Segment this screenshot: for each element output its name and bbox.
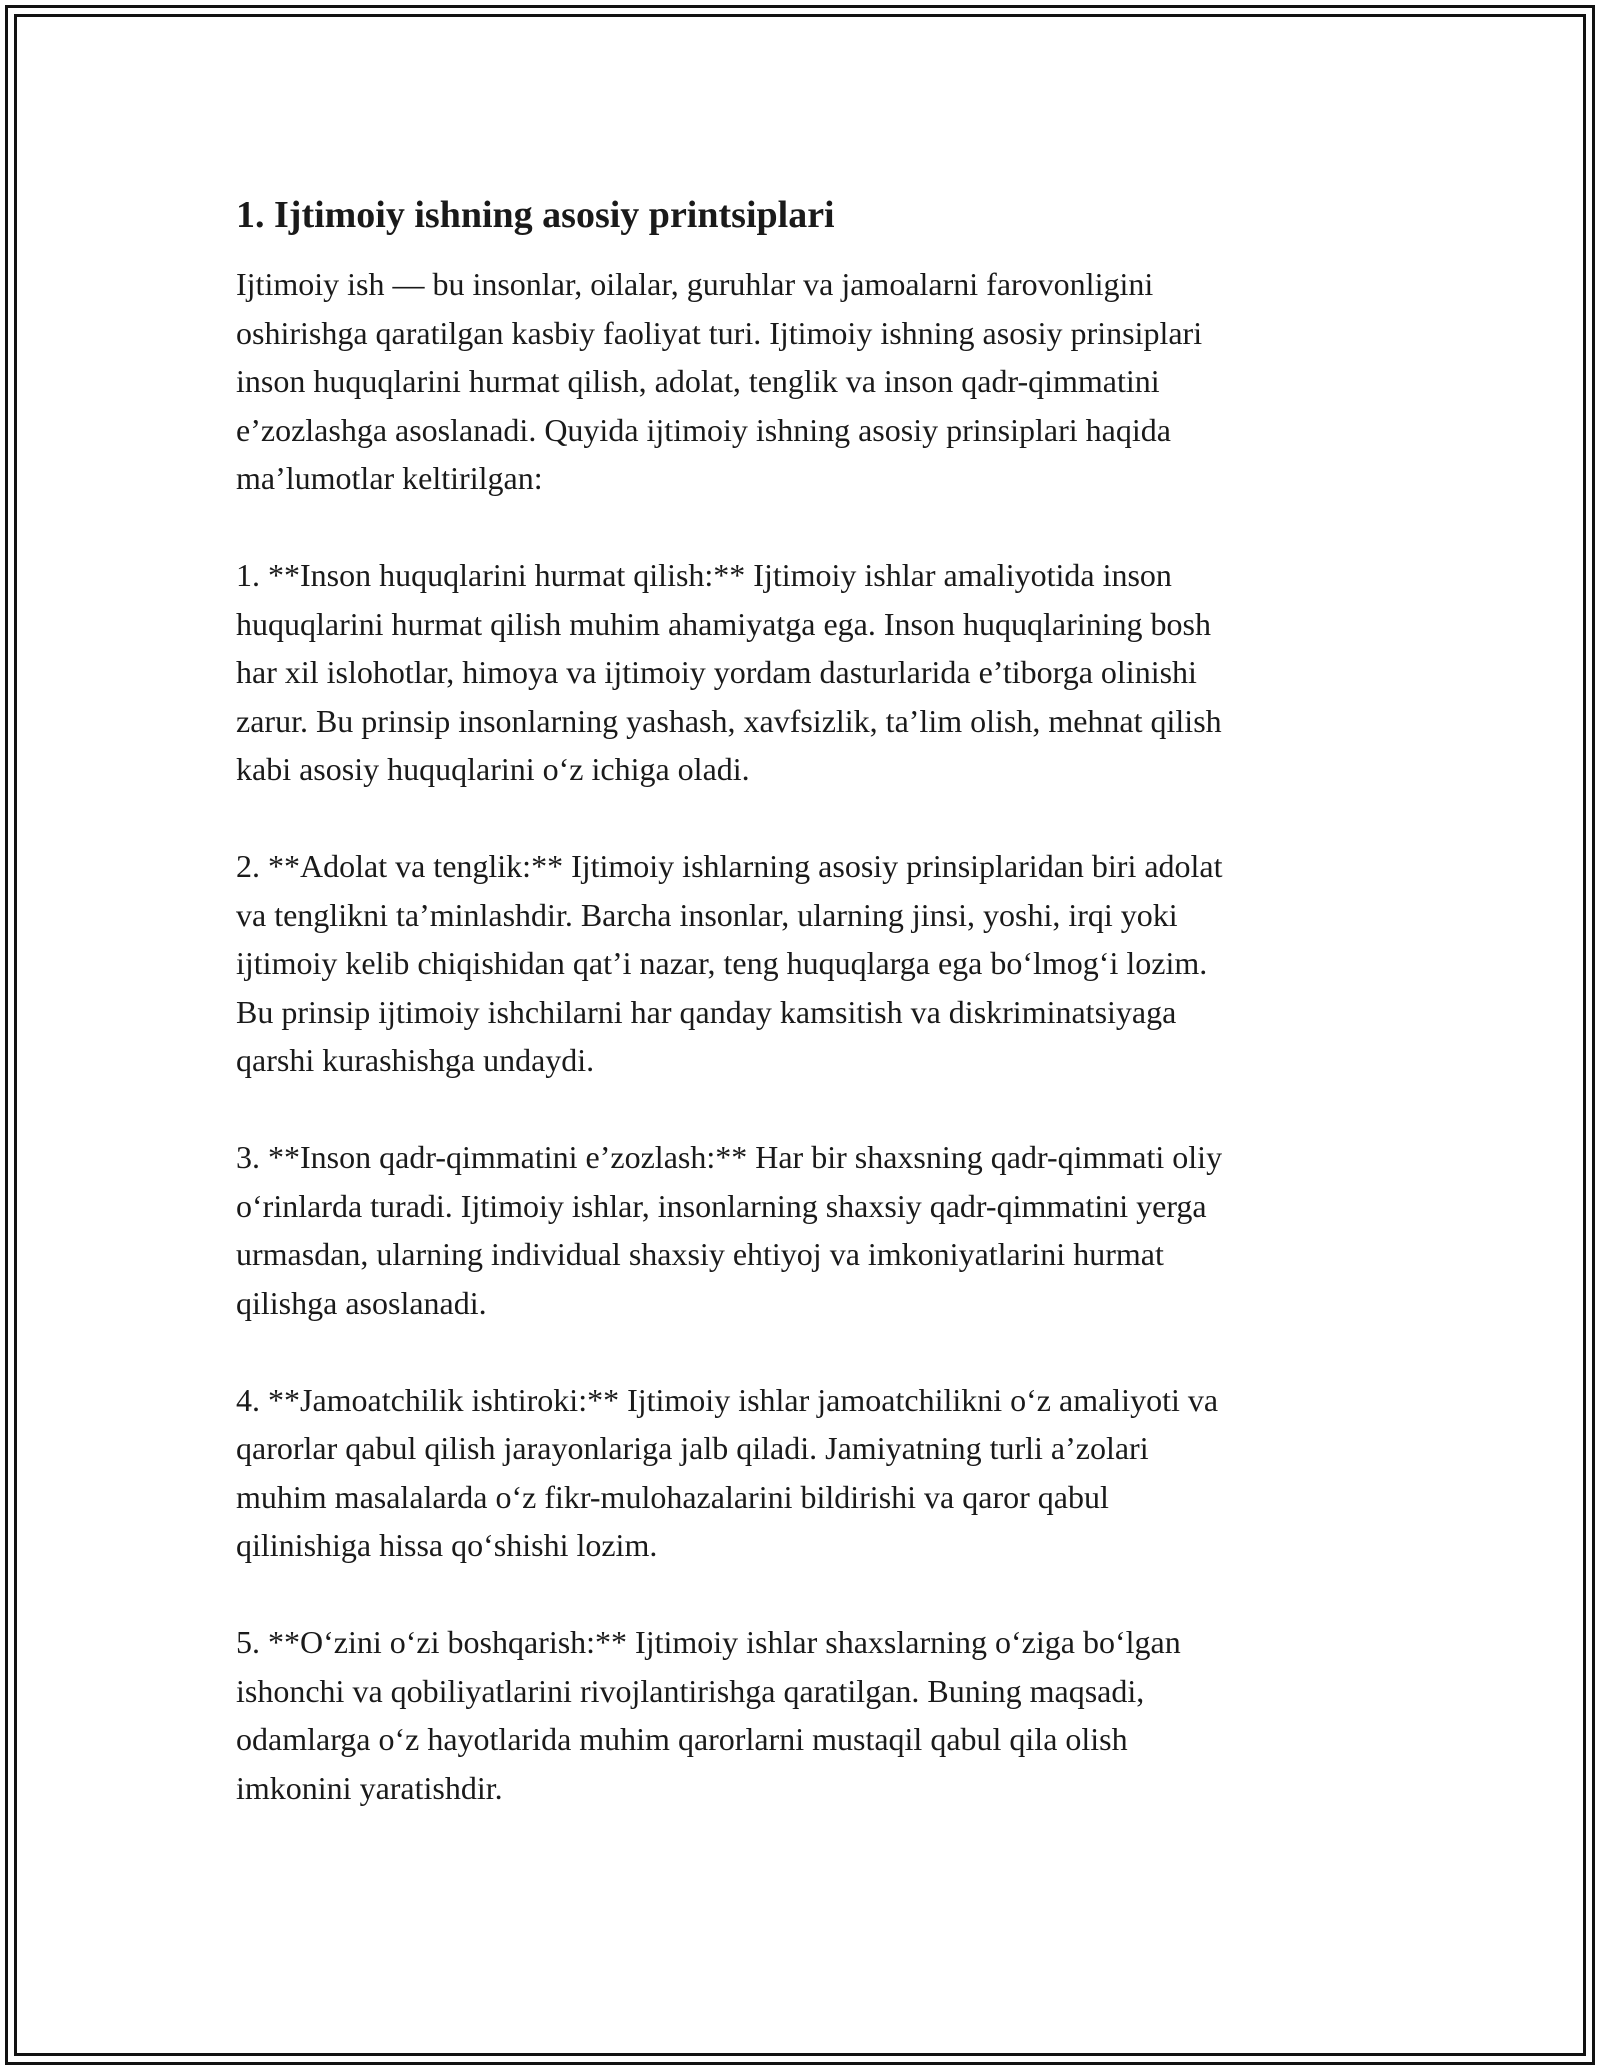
principle-justice-equality-paragraph: 2. **Adolat va tenglik:** Ijtimoiy ishlarning asosiy prinsiplaridan biri adolat va tenglikni ta’minlashdir. Barcha insonlar, ularning jinsi, yoshi, irqi yoki ijtimoiy kelib chiqishidan qat’i nazar, teng huquqlarga ega bo‘lmog‘i lozim. Bu prinsip ijtimoiy ishchilarni har qanday kamsitish va diskriminatsiyaga qarshi kurashishga undaydi. bbox=[236, 848, 1223, 1078]
document-body bbox=[236, 190, 1386, 1861]
principle-human-dignity-paragraph: 3. **Inson qadr-qimmatini e’zozlash:** Har bir shaxsning qadr-qimmati oliy o‘rinlarda turadi. Ijtimoiy ishlar, insonlarning shaxsiy qadr-qimmatini yerga urmasdan, ularning individual shaxsiy ehtiyoj va imkoniyatlarini hurmat qilishga asoslanadi. bbox=[236, 1139, 1223, 1321]
document-heading: 1. Ijtimoiy ishning asosiy printsiplari bbox=[236, 194, 835, 236]
principle-human-rights-paragraph: 1. **Inson huquqlarini hurmat qilish:** Ijtimoiy ishlar amaliyotida inson huquqlarini hurmat qilish muhim ahamiyatga ega. Inson huquqlarining bosh har xil islohotlar, himoya va ijtimoiy yordam dasturlarida e’tiborga olinishi zarur. Bu prinsip insonlarning yashash, xavfsizlik, ta’lim olish, mehnat qilish kabi asosiy huquqlarini o‘z ichiga oladi. bbox=[236, 557, 1222, 787]
intro-paragraph: Ijtimoiy ish — bu insonlar, oilalar, guruhlar va jamoalarni farovonligini oshirishga qaratilgan kasbiy faoliyat turi. Ijtimoiy ishning asosiy prinsiplari inson huquqlarini hurmat qilish, adolat, tenglik va inson qadr-qimmatini e’zozlashga asoslanadi. Quyida ijtimoiy ishning asosiy prinsiplari haqida ma’lumotlar keltirilgan: bbox=[236, 266, 1203, 496]
principle-community-participation-paragraph: 4. **Jamoatchilik ishtiroki:** Ijtimoiy ishlar jamoatchilikni o‘z amaliyoti va qarorlar qabul qilish jarayonlariga jalb qiladi. Jamiyatning turli a’zolari muhim masalalarda o‘z fikr-mulohazalarini bildirishi va qaror qabul qilinishiga hissa qo‘shishi lozim. bbox=[236, 1381, 1219, 1563]
principle-self-governance-paragraph: 5. **O‘zini o‘zi boshqarish:** Ijtimoiy ishlar shaxslarning o‘ziga bo‘lgan ishonchi va qobiliyatlarini rivojlantirishga qaratilgan. Buning maqsadi, odamlarga o‘z hayotlarida muhim qarorlarni mustaqil qabul qila olish imkonini yaratishdir. bbox=[236, 1624, 1181, 1806]
